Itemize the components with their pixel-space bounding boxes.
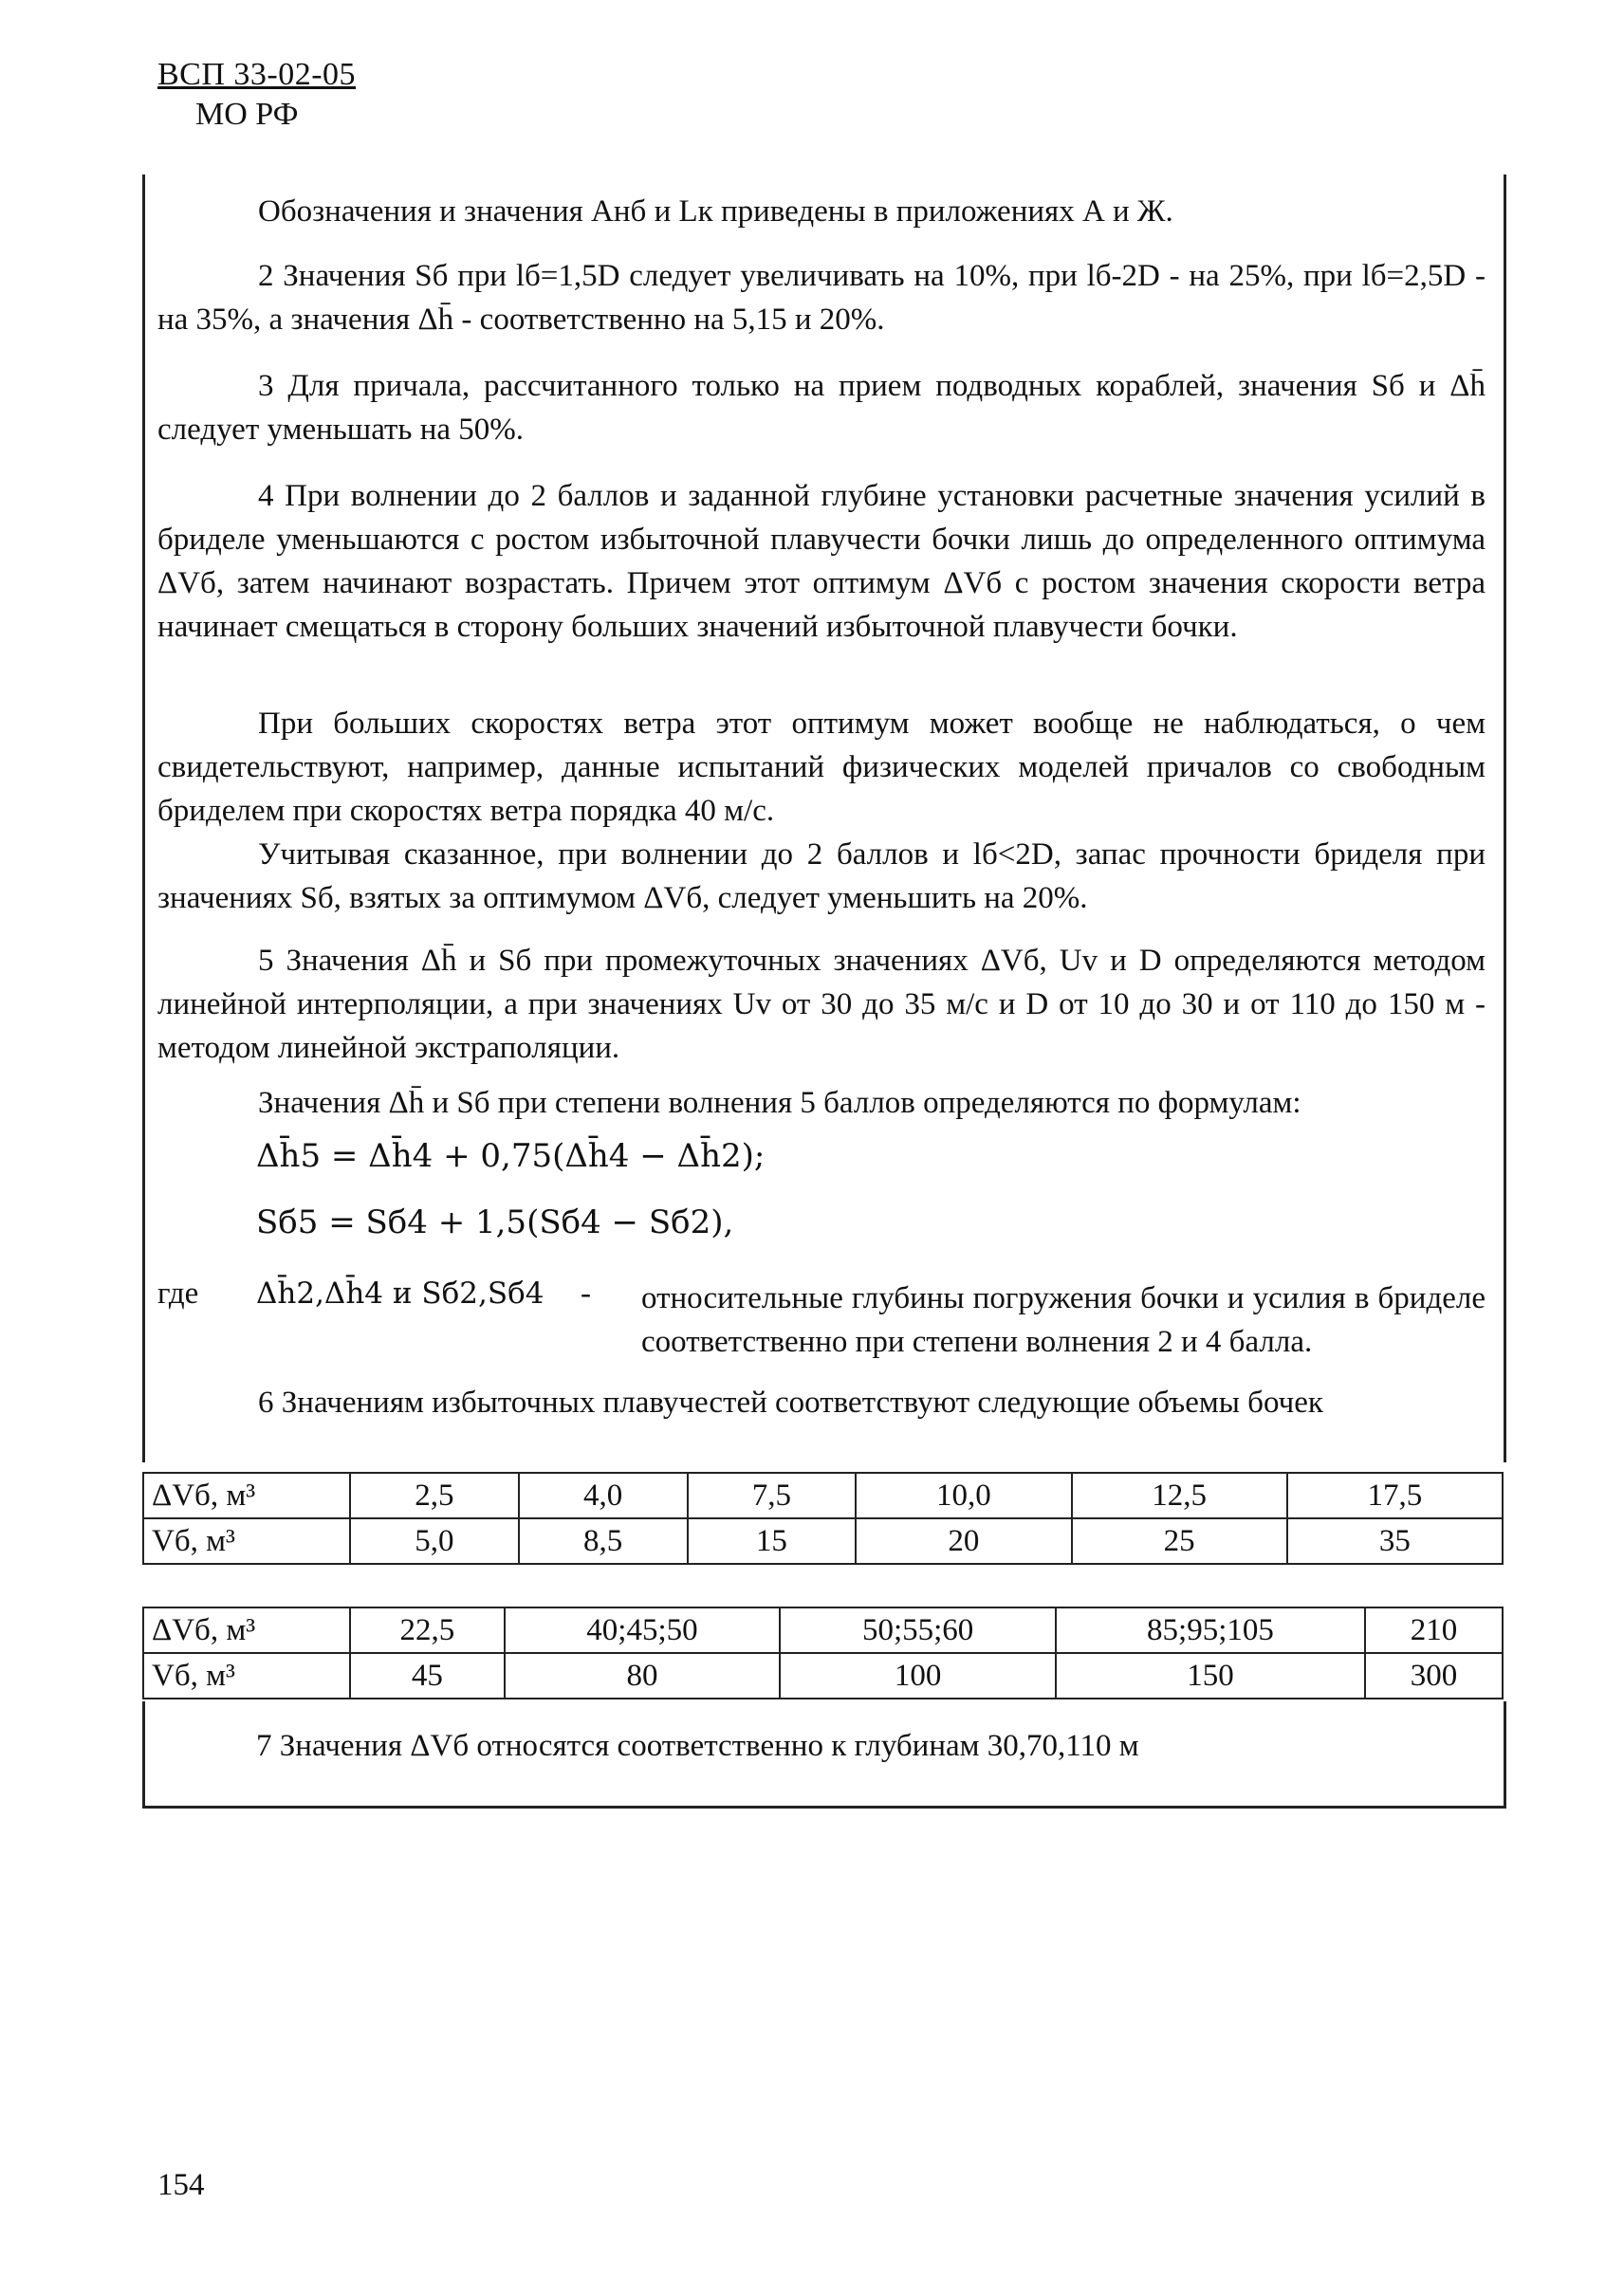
- table-cell: 150: [1056, 1653, 1365, 1699]
- table-cell: 15: [688, 1518, 857, 1564]
- table-cell: 7,5: [688, 1473, 857, 1518]
- table-cell: 22,5: [350, 1607, 505, 1653]
- paragraph-notation: Обозначения и значения Aнб и Lк приведены в приложениях А и Ж.: [258, 194, 1173, 229]
- where-symbols: Δh̄2,Δh̄4 и Sб2,Sб4: [256, 1277, 544, 1311]
- table-cell: 4,0: [519, 1473, 688, 1518]
- formula-depth: Δh̄5 = Δh̄4 + 0,75(Δh̄4 − Δh̄2);: [256, 1137, 766, 1175]
- paragraph-note-3: 3 Для причала, рассчитанного только на прием подводных кораблей, значения Sб и Δh̄ следует уменьшать на 50%.: [157, 369, 1486, 447]
- paragraph-formulas-intro: Значения Δh̄ и Sб при степени волнения 5 баллов определяются по формулам:: [258, 1086, 1301, 1120]
- where-dash: -: [581, 1277, 591, 1311]
- organization-label: МО РФ: [195, 97, 299, 132]
- table-cell: 50;55;60: [780, 1607, 1056, 1653]
- where-definition: относительные глубины погружения бочки и усилия в бриделе соответственно при степени волнения 2 и 4 балла.: [641, 1281, 1486, 1359]
- table-cell: 210: [1365, 1607, 1503, 1653]
- paragraph-note-4: 4 При волнении до 2 баллов и заданной глубине установки расчетные значения усилий в бриделе уменьшаются с ростом избыточной плавучести бочки лишь до определенного оптимума ΔVб, затем начинают возрастать. Причем этот оптимум ΔVб с ростом значения скорости ветра начинает смещаться в сторону больших значений избыточной плавучести бочки.: [157, 479, 1486, 644]
- table-cell: 10,0: [856, 1473, 1071, 1518]
- document-code: ВСП 33-02-05: [157, 57, 357, 92]
- row-label-volume: Vб, м³: [143, 1653, 350, 1699]
- table-cell: 12,5: [1072, 1473, 1287, 1518]
- paragraph-note-6: 6 Значениям избыточных плавучестей соответствуют следующие объемы бочек: [258, 1386, 1323, 1420]
- row-label-excess-buoyancy: ΔVб, м³: [143, 1473, 350, 1518]
- table-cell: 8,5: [519, 1518, 688, 1564]
- table-cell: 45: [350, 1653, 505, 1699]
- row-label-excess-buoyancy: ΔVб, м³: [143, 1607, 350, 1653]
- formula-force: Sб5 = Sб4 + 1,5(Sб4 − Sб2),: [256, 1203, 734, 1241]
- table-cell: 35: [1287, 1518, 1503, 1564]
- document-header: [157, 55, 356, 135]
- paragraph-safety-margin: Учитывая сказанное, при волнении до 2 баллов и lб<2D, запас прочности бриделя при значениях Sб, взятых за оптимумом ΔVб, следует уменьшить на 20%.: [157, 837, 1486, 915]
- volume-table-1: [142, 1472, 1504, 1565]
- row-label-volume: Vб, м³: [143, 1518, 350, 1564]
- table-row: [143, 1473, 1503, 1518]
- paragraph-high-wind: При больших скоростях ветра этот оптимум может вообще не наблюдаться, о чем свидетельствуют, например, данные испытаний физических моделей причалов со свободным бриделем при скоростях ветра порядка 40 м/с.: [157, 707, 1486, 828]
- table-cell: 100: [780, 1653, 1056, 1699]
- table-cell: 300: [1365, 1653, 1503, 1699]
- table-row: [143, 1653, 1503, 1699]
- table-cell: 5,0: [350, 1518, 519, 1564]
- paragraph-note-2: 2 Значения Sб при lб=1,5D следует увеличивать на 10%, при lб-2D - на 25%, при lб=2,5D - на 35%, а значения Δh̄ - соответственно на 5,15 и 20%.: [157, 259, 1486, 337]
- table-row: [143, 1518, 1503, 1564]
- table-cell: 2,5: [350, 1473, 519, 1518]
- table-cell: 80: [505, 1653, 781, 1699]
- page-number: 154: [157, 2168, 205, 2202]
- table-cell: 40;45;50: [505, 1607, 781, 1653]
- table-cell: 17,5: [1287, 1473, 1503, 1518]
- volume-table-2: [142, 1607, 1504, 1699]
- table-cell: 85;95;105: [1056, 1607, 1365, 1653]
- table-cell: 20: [856, 1518, 1071, 1564]
- table-row: [143, 1607, 1503, 1653]
- table-cell: 25: [1072, 1518, 1287, 1564]
- paragraph-note-5: 5 Значения Δh̄ и Sб при промежуточных значениях ΔVб, Uv и D определяются методом линейной интерполяции, а при значениях Uv от 30 до 35 м/с и D от 10 до 30 и от 110 до 150 м - методом линейной экстраполяции.: [157, 944, 1486, 1065]
- note-7: 7 Значения ΔVб относятся соответственно к глубинам 30,70,110 м: [256, 1729, 1139, 1763]
- where-label: где: [157, 1277, 199, 1311]
